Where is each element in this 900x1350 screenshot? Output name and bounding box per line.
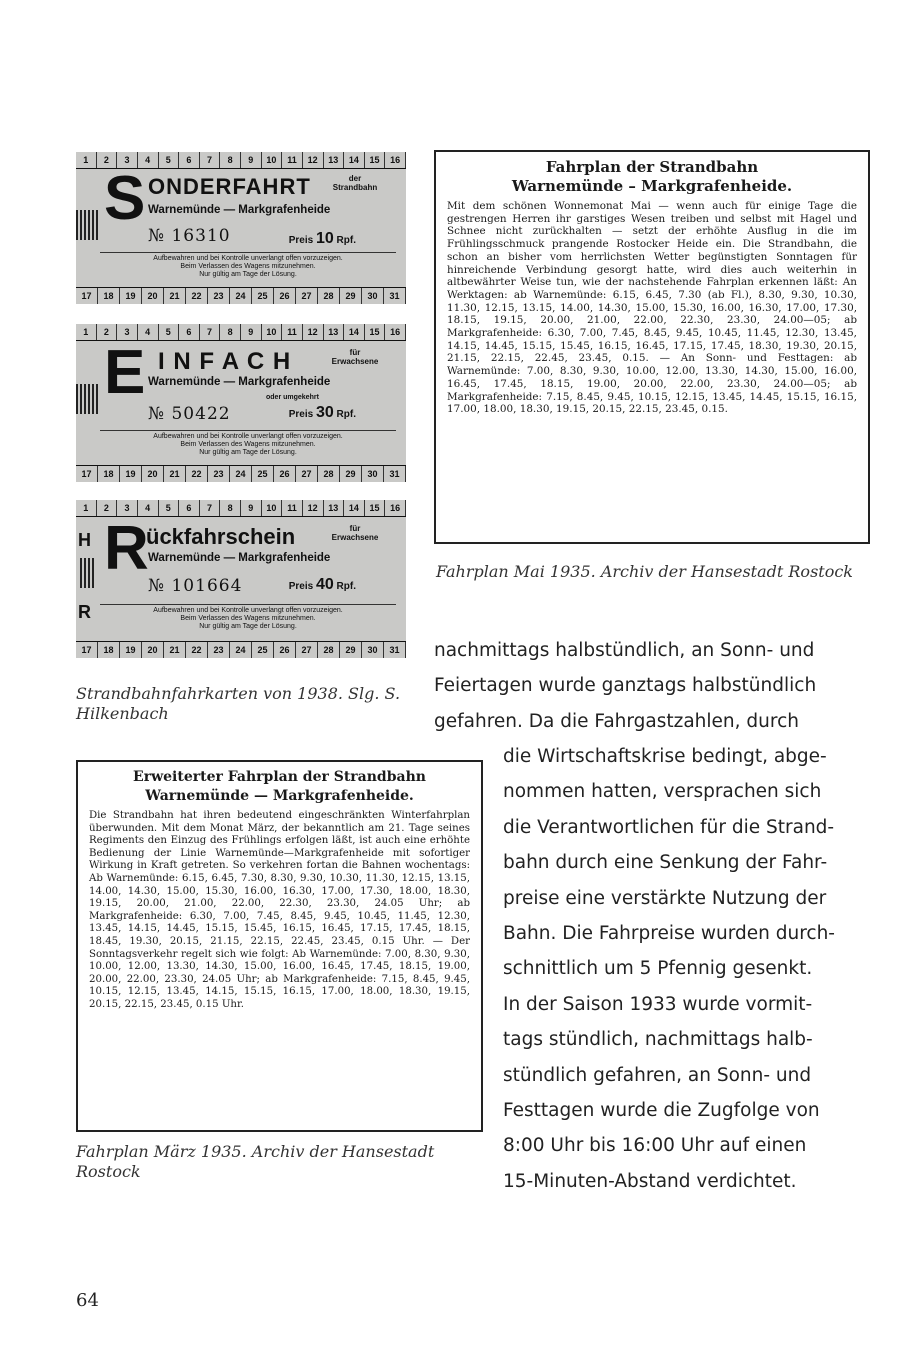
ticket-word: I N F A C H <box>158 348 292 375</box>
ticket-strip-number: 2 <box>97 152 118 168</box>
fine-print-line: Nur gültig am Tage der Lösung. <box>199 449 297 456</box>
fine-print-line: Beim Verlassen des Wagens mitzunehmen. <box>180 441 316 448</box>
body-line: nommen hatten, versprachen sich <box>503 781 822 803</box>
fine-print-line: Beim Verlassen des Wagens mitzunehmen. <box>180 263 316 270</box>
body-line: gefahren. Da die Fahrgastzahlen, durch <box>434 710 799 732</box>
clipping-title-line-1: Erweiterter Fahrplan der Strandbahn <box>133 769 426 785</box>
barcode-marks <box>76 384 98 414</box>
ticket-strip-number: 15 <box>365 500 386 516</box>
ticket-strip-number: 2 <box>97 324 118 340</box>
ticket-strip-number: 21 <box>164 288 186 304</box>
ticket-strip-number: 3 <box>117 152 138 168</box>
ticket-fine-print <box>100 430 396 457</box>
body-line: die Verantwortlichen für die Strand- <box>503 816 835 838</box>
clipping-title-line-2: Warnemünde – Markgrafenheide. <box>511 177 793 195</box>
clipping-body: Mit dem schönen Wonnemonat Mai — wenn auch für einige Tage die gestrengen Herren ihr garstiges Wesen treiben und selbst mit Hagel und Schnee nicht zurückhalten — setzt der erhöhte Ausflug in die im Frühlingsschmuck prangende Rostocker Heide ein. Die Strandbahn, die schon an bisher vom herrlichsten Wetter begünstigten Sonntagen für hinreichende Verbindung gesorgt hatte, wird dies auch weiterhin in altbewährter Weise tun, wie der nachstehende Fahrplan erkennen läßt: An Werktagen: ab Warnemünde: 6.15, 6.45, 7.30 (ab Fl.), 8.30, 9.30, 10.30, 11.30, 12.15, 13.15, 14.00, 14.30, 15.00, 15.30, 16.00, 16.30, 17.00, 17.30, 18.15, 19.15, 20.00, 21.00, 22.00, 22.30, 23.30, 24.00—05; ab Markgrafenheide: 6.30, 7.00, 7.45, 8.45, 9.45, 10.45, 11.45, 12.30, 13.45, 14.15, 14.45, 15.15, 15.45, 16.15, 16.45, 17.15, 17.45, 18.30, 19.30, 20.15, 21.15, 22.15, 22.45, 23.45, 0.15. — An Sonn- und Festtagen: ab Warnemünde: 7.00, 8.30, 9.30, 10.00, 12.00, 13.30, 14.30, 15.00, 16.00, 16.45, 17.45, 18.15, 19.00, 20.00, 22.00, 23.30, 24.00—05; ab Markgrafenheide: 7.15, 8.45, 9.45, 10.15, 12.15, 13.45, 14.45, 15.15, 16.15, 17.00, 18.00, 18.30, 19.15, 20.15, 22.15, 23.45, 0.15. <box>447 200 857 416</box>
ticket-strip-number: 5 <box>159 324 180 340</box>
barcode-marks <box>76 210 98 240</box>
ticket-strip-number: 16 <box>385 500 406 516</box>
ticket-for: für Erwachsene <box>331 524 379 542</box>
ticket-strip-number: 16 <box>385 152 406 168</box>
ticket-strip-number: 9 <box>241 324 262 340</box>
ticket-strip-number: 6 <box>179 324 200 340</box>
ticket-strip-number: 6 <box>179 500 200 516</box>
body-line: preise eine verstärkte Nutzung der <box>503 887 827 909</box>
ticket-number: № 101664 <box>148 576 243 596</box>
ticket-strip-number: 30 <box>362 288 384 304</box>
ticket-strip-number: 23 <box>208 288 230 304</box>
ticket-strip-number: 17 <box>76 466 98 482</box>
ticket-strip-number: 1 <box>76 152 97 168</box>
ticket-strip-number: 27 <box>296 288 318 304</box>
ticket-strip-number: 1 <box>76 500 97 516</box>
body-line: Feiertagen wurde ganztags halbstündlich <box>434 675 817 697</box>
ticket-strip-number: 23 <box>208 466 230 482</box>
ticket-strip-number: 10 <box>262 324 283 340</box>
ticket-price <box>289 404 356 422</box>
price-value: 40 <box>315 576 334 593</box>
ticket-strip-number: 22 <box>186 288 208 304</box>
ticket-strip-number: 12 <box>303 500 324 516</box>
ticket-strip-number: 18 <box>98 642 120 658</box>
ticket-strip-number: 3 <box>117 500 138 516</box>
ticket-strip-number: 28 <box>318 466 340 482</box>
ticket-strip-number: 14 <box>344 152 365 168</box>
ticket-price <box>289 230 356 248</box>
price-currency: Rpf. <box>336 581 356 592</box>
ticket-strip-number: 7 <box>200 324 221 340</box>
clipping-title-line-1: Fahrplan der Strandbahn <box>545 158 759 176</box>
caption-tickets: Strandbahnfahrkarten von 1938. Slg. S. Hilkenbach <box>76 684 401 723</box>
ticket-strip-number: 27 <box>296 642 318 658</box>
ticket-strip-number: 8 <box>220 324 241 340</box>
ticket-strip-number: 28 <box>318 642 340 658</box>
ticket-strip-number: 23 <box>208 642 230 658</box>
ticket-fine-print <box>100 604 396 631</box>
ticket-strip-number: 25 <box>252 466 274 482</box>
fine-print-line: Beim Verlassen des Wagens mitzunehmen. <box>180 615 316 622</box>
ticket-note: oder umgekehrt <box>266 394 319 401</box>
fine-print-line: Nur gültig am Tage der Lösung. <box>199 271 297 278</box>
ticket-strip-number: 19 <box>120 642 142 658</box>
ticket-strip-number: 29 <box>340 642 362 658</box>
ticket-strip-number: 15 <box>365 324 386 340</box>
price-label: Preis <box>288 409 314 420</box>
ticket-strip-number: 31 <box>384 642 406 658</box>
ticket-route: Warnemünde — Markgrafenheide <box>148 204 331 216</box>
ticket-strip-number: 13 <box>324 152 345 168</box>
ticket-for: für Erwachsene <box>331 348 379 366</box>
caption-maerz: Fahrplan März 1935. Archiv der Hansestadt Rostock <box>76 1142 435 1181</box>
ticket-strip-number: 25 <box>252 288 274 304</box>
ticket-strip-number: 14 <box>344 500 365 516</box>
price-label: Preis <box>288 581 314 592</box>
price-currency: Rpf. <box>336 235 356 246</box>
ticket-strip-number: 11 <box>282 500 303 516</box>
ticket-strip-number: 21 <box>164 466 186 482</box>
ticket-initial: R <box>104 514 149 583</box>
ticket-strip-number: 29 <box>340 466 362 482</box>
ticket-strip-number: 3 <box>117 324 138 340</box>
ticket-strip-number: 17 <box>76 288 98 304</box>
price-currency: Rpf. <box>336 409 356 420</box>
ticket-strip-number: 7 <box>200 500 221 516</box>
ticket-fine-print <box>100 252 396 279</box>
body-text-wide <box>434 633 860 739</box>
ticket-strip-number: 4 <box>138 324 159 340</box>
clipping-title-line-2: Warnemünde — Markgrafenheide. <box>145 788 414 804</box>
ticket-strip-number: 10 <box>262 152 283 168</box>
ticket-strip-number: 22 <box>186 466 208 482</box>
ticket-strip-number: 11 <box>282 152 303 168</box>
ticket-number: № 16310 <box>148 226 231 246</box>
ticket-strip-number: 13 <box>324 500 345 516</box>
ticket-strip-number: 20 <box>142 288 164 304</box>
clipping-body: Die Strandbahn hat ihren bedeutend eingeschränkten Winterfahrplan überwunden. Mit dem Monat März, der bekanntlich am 21. Tage seines Regiments den Einzug des Frühlings erfolgen läßt, ist auch eine erhöhte Bedienung der Linie Warnemünde—Markgrafenheide mit sofortiger Wirkung in Kraft getreten. So verkehren fortan die Bahnen wochentags: Ab Warnemünde: 6.15, 6.45, 7.30, 8.30, 9.30, 10.30, 11.30, 12.15, 13.15, 14.00, 14.30, 15.00, 15.30, 16.00, 16.30, 17.00, 17.30, 18.00, 18.30, 19.15, 20.00, 21.00, 22.00, 22.30, 23.30, 24.05 Uhr; ab Markgrafenheide: 6.30, 7.00, 7.45, 8.45, 9.45, 10.45, 11.45, 12.30, 13.45, 14.15, 14.45, 15.15, 15.45, 16.15, 16.45, 17.15, 17.45, 18.15, 18.45, 19.30, 20.15, 21.15, 22.15, 22.45, 23.45, 0.15 Uhr. — Der Sonntagsverkehr regelt sich wie folgt: Ab Warnemünde: 7.00, 8.30, 9.30, 10.00, 12.00, 13.30, 14.30, 15.00, 16.00, 16.45, 17.45, 18.15, 19.00, 20.00, 22.00, 23.30, 24.05 Uhr; ab Markgrafenheide: 7.15, 8.45, 9.45, 10.15, 12.15, 13.45, 14.15, 15.15, 16.15, 17.00, 18.00, 18.30, 19.15, 20.15, 22.15, 23.45, 0.15 Uhr. <box>89 810 470 1010</box>
body-line: 15-Minuten-Abstand verdichtet. <box>503 1170 797 1192</box>
ticket-side-mark-top: H <box>78 530 91 550</box>
fine-print-line: Nur gültig am Tage der Lösung. <box>199 623 297 630</box>
ticket-strip-number: 15 <box>365 152 386 168</box>
ticket-strip-number: 31 <box>384 288 406 304</box>
body-line: tags stündlich, nachmittags halb- <box>503 1029 813 1051</box>
body-line: nachmittags halbstündlich, an Sonn- und <box>434 640 815 661</box>
body-line: stündlich gefahren, an Sonn- und <box>503 1064 812 1086</box>
ticket-strip-number: 30 <box>362 466 384 482</box>
ticket-strip-number: 4 <box>138 152 159 168</box>
ticket-strip-number: 5 <box>159 152 180 168</box>
ticket-strip-number: 18 <box>98 288 120 304</box>
ticket-strip-number: 28 <box>318 288 340 304</box>
body-line: Festtagen wurde die Zugfolge von <box>503 1100 820 1122</box>
ticket-einfach <box>76 324 406 482</box>
ticket-route: Warnemünde — Markgrafenheide <box>148 376 331 388</box>
ticket-strip-number: 24 <box>230 288 252 304</box>
newspaper-clipping-maerz <box>76 760 483 1132</box>
ticket-strip-number: 31 <box>384 466 406 482</box>
body-line: Bahn. Die Fahrpreise wurden durch- <box>503 923 835 945</box>
ticket-strip-number: 8 <box>220 152 241 168</box>
ticket-strip-number: 27 <box>296 466 318 482</box>
ticket-word: ONDERFAHRT <box>148 174 311 199</box>
ticket-strip-number: 7 <box>200 152 221 168</box>
ticket-strip-number: 20 <box>142 642 164 658</box>
ticket-initial: E <box>104 338 146 407</box>
ticket-strip-number: 13 <box>324 324 345 340</box>
ticket-strip-number: 26 <box>274 288 296 304</box>
ticket-side-mark-bottom: R <box>78 602 91 622</box>
ticket-sonderfahrt <box>76 152 406 304</box>
body-text-narrow <box>503 739 860 1199</box>
ticket-strip-number: 24 <box>230 466 252 482</box>
body-line: 8:00 Uhr bis 16:00 Uhr auf einen <box>503 1135 807 1157</box>
ticket-strip-number: 14 <box>344 324 365 340</box>
fine-print-line: Aufbewahren und bei Kontrolle unverlangt offen vorzuzeigen. <box>153 255 343 262</box>
ticket-word: ückfahrschein <box>146 524 296 549</box>
newspaper-clipping-mai <box>434 150 870 544</box>
ticket-strip-number: 26 <box>274 642 296 658</box>
ticket-strip-number: 19 <box>120 288 142 304</box>
body-line: die Wirtschaftskrise bedingt, abge- <box>503 746 827 767</box>
price-label: Preis <box>288 235 314 246</box>
fine-print-line: Aufbewahren und bei Kontrolle unverlangt offen vorzuzeigen. <box>153 433 343 440</box>
ticket-strip-number: 22 <box>186 642 208 658</box>
ticket-rueckfahrschein <box>76 500 406 658</box>
ticket-strip-number: 29 <box>340 288 362 304</box>
ticket-strip-number: 2 <box>97 500 118 516</box>
ticket-strip-number: 19 <box>120 466 142 482</box>
barcode-marks <box>80 558 96 588</box>
ticket-strip-number: 26 <box>274 466 296 482</box>
ticket-number-strip-bottom <box>76 641 406 658</box>
ticket-for: der Strandbahn <box>332 174 378 192</box>
ticket-strip-number: 12 <box>303 152 324 168</box>
ticket-strip-number: 20 <box>142 466 164 482</box>
price-value: 30 <box>315 404 334 421</box>
body-line: In der Saison 1933 wurde vormit- <box>503 993 813 1015</box>
ticket-strip-number: 5 <box>159 500 180 516</box>
ticket-number: № 50422 <box>148 404 231 424</box>
ticket-strip-number: 21 <box>164 642 186 658</box>
ticket-strip-number: 17 <box>76 642 98 658</box>
price-value: 10 <box>315 230 334 247</box>
ticket-strip-number: 12 <box>303 324 324 340</box>
ticket-strip-number: 24 <box>230 642 252 658</box>
fine-print-line: Aufbewahren und bei Kontrolle unverlangt offen vorzuzeigen. <box>153 607 343 614</box>
ticket-strip-number: 18 <box>98 466 120 482</box>
ticket-strip-number: 6 <box>179 152 200 168</box>
ticket-route: Warnemünde — Markgrafenheide <box>148 552 331 564</box>
ticket-strip-number: 9 <box>241 500 262 516</box>
ticket-initial: S <box>104 164 146 233</box>
ticket-strip-number: 4 <box>138 500 159 516</box>
ticket-strip-number: 1 <box>76 324 97 340</box>
ticket-strip-number: 10 <box>262 500 283 516</box>
page-number: 64 <box>76 1290 99 1311</box>
ticket-strip-number: 25 <box>252 642 274 658</box>
ticket-number-strip-bottom <box>76 465 406 482</box>
body-line: bahn durch eine Senkung der Fahr- <box>503 852 828 874</box>
ticket-strip-number: 9 <box>241 152 262 168</box>
ticket-strip-number: 16 <box>385 324 406 340</box>
ticket-strip-number: 11 <box>282 324 303 340</box>
body-line: schnittlich um 5 Pfennig gesenkt. <box>503 958 813 980</box>
ticket-strip-number: 8 <box>220 500 241 516</box>
ticket-price <box>289 576 356 594</box>
caption-mai: Fahrplan Mai 1935. Archiv der Hansestadt Rostock <box>436 562 853 581</box>
ticket-strip-number: 30 <box>362 642 384 658</box>
ticket-number-strip-bottom <box>76 287 406 304</box>
